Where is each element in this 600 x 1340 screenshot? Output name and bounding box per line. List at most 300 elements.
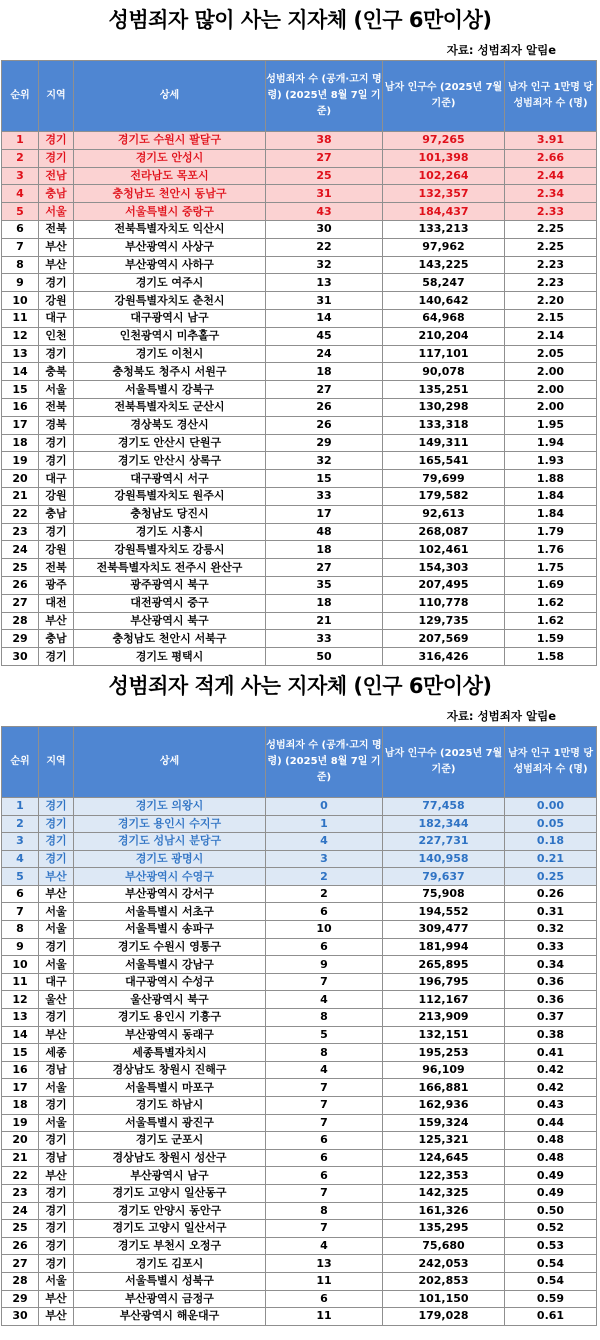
table-row [2, 973, 597, 991]
cell-male-pop: 77,458 [383, 797, 505, 815]
cell-rank: 29 [2, 630, 39, 648]
cell-rank: 20 [2, 470, 39, 488]
header-region: 지역 [39, 61, 74, 132]
cell-region: 경기 [39, 345, 74, 363]
cell-offenders: 32 [266, 256, 383, 274]
cell-per10k: 0.31 [505, 903, 597, 921]
top-table [1, 60, 597, 666]
table-row [2, 833, 597, 851]
cell-per10k: 1.79 [505, 523, 597, 541]
table-row [2, 292, 597, 310]
cell-rank: 8 [2, 256, 39, 274]
cell-offenders: 22 [266, 238, 383, 256]
cell-per10k: 1.62 [505, 612, 597, 630]
cell-offenders: 2 [266, 885, 383, 903]
table-row [2, 1237, 597, 1255]
header-detail: 상세 [74, 61, 266, 132]
cell-offenders: 4 [266, 991, 383, 1009]
cell-rank: 6 [2, 220, 39, 238]
cell-male-pop: 196,795 [383, 973, 505, 991]
header-region: 지역 [39, 726, 74, 797]
cell-per10k: 0.18 [505, 833, 597, 851]
cell-rank: 19 [2, 1114, 39, 1132]
cell-region: 서울 [39, 956, 74, 974]
cell-rank: 5 [2, 203, 39, 221]
cell-detail: 경기도 수원시 영통구 [74, 938, 266, 956]
cell-detail: 부산광역시 북구 [74, 612, 266, 630]
cell-male-pop: 133,318 [383, 416, 505, 434]
cell-region: 전남 [39, 167, 74, 185]
table-row [2, 1097, 597, 1115]
cell-region: 경기 [39, 523, 74, 541]
cell-rank: 16 [2, 398, 39, 416]
cell-per10k: 0.42 [505, 1061, 597, 1079]
table-row [2, 398, 597, 416]
cell-rank: 20 [2, 1132, 39, 1150]
cell-per10k: 2.25 [505, 238, 597, 256]
cell-per10k: 0.59 [505, 1290, 597, 1308]
cell-offenders: 38 [266, 132, 383, 150]
cell-male-pop: 125,321 [383, 1132, 505, 1150]
cell-offenders: 27 [266, 381, 383, 399]
cell-offenders: 2 [266, 868, 383, 886]
cell-rank: 12 [2, 991, 39, 1009]
table-row [2, 203, 597, 221]
cell-detail: 경기도 김포시 [74, 1255, 266, 1273]
cell-per10k: 0.33 [505, 938, 597, 956]
cell-offenders: 6 [266, 1149, 383, 1167]
table-row [2, 327, 597, 345]
cell-male-pop: 132,151 [383, 1026, 505, 1044]
cell-rank: 11 [2, 973, 39, 991]
table-row [2, 1149, 597, 1167]
cell-rank: 4 [2, 850, 39, 868]
cell-per10k: 2.20 [505, 292, 597, 310]
cell-male-pop: 227,731 [383, 833, 505, 851]
table-row [2, 274, 597, 292]
cell-male-pop: 96,109 [383, 1061, 505, 1079]
table-row [2, 541, 597, 559]
cell-region: 경기 [39, 274, 74, 292]
cell-male-pop: 122,353 [383, 1167, 505, 1185]
bottom-title: 성범죄자 적게 사는 지자체 (인구 6만이상) [108, 673, 492, 698]
cell-offenders: 7 [266, 973, 383, 991]
cell-rank: 12 [2, 327, 39, 345]
header-male-pop: 남자 인구수 (2025년 7월 기준) [383, 61, 505, 132]
cell-rank: 26 [2, 1237, 39, 1255]
cell-detail: 경기도 이천시 [74, 345, 266, 363]
cell-region: 대구 [39, 309, 74, 327]
cell-per10k: 2.05 [505, 345, 597, 363]
cell-detail: 경상남도 창원시 진해구 [74, 1061, 266, 1079]
table-row [2, 612, 597, 630]
header-per10k: 남자 인구 1만명 당 성범죄자 수 (명) [505, 726, 597, 797]
table-row [2, 1255, 597, 1273]
cell-rank: 19 [2, 452, 39, 470]
cell-per10k: 0.42 [505, 1079, 597, 1097]
cell-offenders: 8 [266, 1044, 383, 1062]
bottom-table [1, 726, 597, 1326]
cell-per10k: 0.54 [505, 1255, 597, 1273]
header-male-pop: 남자 인구수 (2025년 7월 기준) [383, 726, 505, 797]
cell-male-pop: 101,150 [383, 1290, 505, 1308]
cell-detail: 경기도 안성시 [74, 149, 266, 167]
table-row [2, 576, 597, 594]
cell-rank: 24 [2, 1202, 39, 1220]
cell-male-pop: 64,968 [383, 309, 505, 327]
cell-region: 경기 [39, 1184, 74, 1202]
cell-per10k: 2.14 [505, 327, 597, 345]
cell-detail: 서울특별시 중랑구 [74, 203, 266, 221]
cell-rank: 8 [2, 921, 39, 939]
cell-male-pop: 149,311 [383, 434, 505, 452]
cell-rank: 25 [2, 1220, 39, 1238]
cell-detail: 경상북도 경산시 [74, 416, 266, 434]
cell-offenders: 1 [266, 815, 383, 833]
cell-region: 경기 [39, 938, 74, 956]
cell-male-pop: 207,495 [383, 576, 505, 594]
cell-detail: 경상남도 창원시 성산구 [74, 1149, 266, 1167]
cell-rank: 26 [2, 576, 39, 594]
cell-male-pop: 268,087 [383, 523, 505, 541]
cell-region: 경기 [39, 1097, 74, 1115]
cell-offenders: 7 [266, 1079, 383, 1097]
header-rank: 순위 [2, 61, 39, 132]
cell-rank: 18 [2, 434, 39, 452]
cell-detail: 대구광역시 수성구 [74, 973, 266, 991]
cell-region: 강원 [39, 292, 74, 310]
bottom-source: 자료: 성범죄자 알림e [446, 708, 556, 723]
cell-male-pop: 133,213 [383, 220, 505, 238]
cell-per10k: 1.58 [505, 648, 597, 666]
cell-region: 충북 [39, 363, 74, 381]
table-row [2, 1114, 597, 1132]
table-row [2, 434, 597, 452]
cell-detail: 경기도 고양시 일산동구 [74, 1184, 266, 1202]
table-row [2, 256, 597, 274]
cell-per10k: 0.05 [505, 815, 597, 833]
top-source: 자료: 성범죄자 알림e [446, 43, 556, 57]
cell-detail: 경기도 안양시 동안구 [74, 1202, 266, 1220]
cell-per10k: 0.61 [505, 1308, 597, 1326]
cell-male-pop: 179,582 [383, 487, 505, 505]
cell-offenders: 24 [266, 345, 383, 363]
cell-region: 광주 [39, 576, 74, 594]
table-row [2, 470, 597, 488]
cell-male-pop: 79,637 [383, 868, 505, 886]
cell-per10k: 1.88 [505, 470, 597, 488]
cell-detail: 강원특별자치도 원주시 [74, 487, 266, 505]
cell-offenders: 18 [266, 541, 383, 559]
cell-rank: 22 [2, 505, 39, 523]
cell-rank: 30 [2, 648, 39, 666]
table-row [2, 903, 597, 921]
cell-offenders: 15 [266, 470, 383, 488]
cell-offenders: 9 [266, 956, 383, 974]
cell-detail: 경기도 용인시 수지구 [74, 815, 266, 833]
cell-region: 부산 [39, 612, 74, 630]
table-row [2, 797, 597, 815]
bottom-table-header [2, 726, 597, 797]
cell-detail: 경기도 부천시 오정구 [74, 1237, 266, 1255]
top-section [0, 0, 600, 666]
cell-rank: 7 [2, 238, 39, 256]
cell-per10k: 0.48 [505, 1149, 597, 1167]
top-title: 성범죄자 많이 사는 지자체 (인구 6만이상) [108, 8, 492, 32]
table-row [2, 523, 597, 541]
cell-detail: 서울특별시 강북구 [74, 381, 266, 399]
cell-rank: 22 [2, 1167, 39, 1185]
cell-detail: 울산광역시 북구 [74, 991, 266, 1009]
cell-detail: 충청남도 천안시 서북구 [74, 630, 266, 648]
cell-detail: 부산광역시 동래구 [74, 1026, 266, 1044]
cell-per10k: 0.25 [505, 868, 597, 886]
cell-region: 충남 [39, 505, 74, 523]
cell-per10k: 0.37 [505, 1009, 597, 1027]
table-row [2, 185, 597, 203]
table-row [2, 559, 597, 577]
header-rank: 순위 [2, 726, 39, 797]
cell-detail: 서울특별시 광진구 [74, 1114, 266, 1132]
cell-male-pop: 162,936 [383, 1097, 505, 1115]
cell-offenders: 48 [266, 523, 383, 541]
cell-detail: 경기도 의왕시 [74, 797, 266, 815]
table-row [2, 1272, 597, 1290]
cell-rank: 13 [2, 1009, 39, 1027]
cell-region: 경기 [39, 452, 74, 470]
cell-region: 경기 [39, 833, 74, 851]
cell-region: 강원 [39, 541, 74, 559]
cell-per10k: 1.84 [505, 487, 597, 505]
cell-male-pop: 97,962 [383, 238, 505, 256]
cell-offenders: 31 [266, 185, 383, 203]
cell-offenders: 13 [266, 274, 383, 292]
cell-region: 경남 [39, 1149, 74, 1167]
cell-per10k: 2.34 [505, 185, 597, 203]
cell-male-pop: 309,477 [383, 921, 505, 939]
cell-region: 서울 [39, 1272, 74, 1290]
cell-detail: 경기도 시흥시 [74, 523, 266, 541]
cell-rank: 18 [2, 1097, 39, 1115]
cell-region: 대전 [39, 594, 74, 612]
cell-region: 경기 [39, 1220, 74, 1238]
cell-per10k: 1.94 [505, 434, 597, 452]
cell-male-pop: 182,344 [383, 815, 505, 833]
cell-detail: 전북특별자치도 군산시 [74, 398, 266, 416]
cell-detail: 부산광역시 해운대구 [74, 1308, 266, 1326]
cell-per10k: 2.23 [505, 256, 597, 274]
table-row [2, 487, 597, 505]
cell-region: 강원 [39, 487, 74, 505]
cell-offenders: 6 [266, 1290, 383, 1308]
cell-per10k: 1.62 [505, 594, 597, 612]
cell-detail: 경기도 수원시 팔달구 [74, 132, 266, 150]
cell-region: 경기 [39, 815, 74, 833]
cell-male-pop: 132,357 [383, 185, 505, 203]
cell-detail: 대전광역시 중구 [74, 594, 266, 612]
cell-per10k: 0.36 [505, 991, 597, 1009]
cell-detail: 강원특별자치도 강릉시 [74, 541, 266, 559]
cell-offenders: 8 [266, 1009, 383, 1027]
table-row [2, 594, 597, 612]
cell-rank: 29 [2, 1290, 39, 1308]
header-offenders: 성범죄자 수 (공개·고지 명령) (2025년 8월 7일 기준) [266, 61, 383, 132]
cell-rank: 3 [2, 167, 39, 185]
cell-offenders: 6 [266, 938, 383, 956]
cell-rank: 24 [2, 541, 39, 559]
cell-per10k: 0.50 [505, 1202, 597, 1220]
cell-male-pop: 316,426 [383, 648, 505, 666]
cell-region: 경기 [39, 1255, 74, 1273]
table-row [2, 149, 597, 167]
cell-rank: 23 [2, 1184, 39, 1202]
cell-offenders: 33 [266, 630, 383, 648]
cell-male-pop: 117,101 [383, 345, 505, 363]
cell-male-pop: 210,204 [383, 327, 505, 345]
cell-male-pop: 166,881 [383, 1079, 505, 1097]
cell-per10k: 0.52 [505, 1220, 597, 1238]
cell-male-pop: 90,078 [383, 363, 505, 381]
cell-male-pop: 130,298 [383, 398, 505, 416]
cell-male-pop: 161,326 [383, 1202, 505, 1220]
cell-offenders: 29 [266, 434, 383, 452]
cell-detail: 전북특별자치도 익산시 [74, 220, 266, 238]
cell-offenders: 6 [266, 1132, 383, 1150]
cell-region: 충남 [39, 185, 74, 203]
cell-rank: 13 [2, 345, 39, 363]
cell-region: 경기 [39, 797, 74, 815]
table-row [2, 1202, 597, 1220]
cell-offenders: 27 [266, 559, 383, 577]
cell-offenders: 33 [266, 487, 383, 505]
cell-region: 서울 [39, 921, 74, 939]
table-row [2, 452, 597, 470]
cell-male-pop: 92,613 [383, 505, 505, 523]
cell-male-pop: 79,699 [383, 470, 505, 488]
header-offenders: 성범죄자 수 (공개·고지 명령) (2025년 8월 7일 기준) [266, 726, 383, 797]
cell-detail: 충청남도 천안시 동남구 [74, 185, 266, 203]
cell-per10k: 3.91 [505, 132, 597, 150]
cell-male-pop: 135,251 [383, 381, 505, 399]
cell-per10k: 1.59 [505, 630, 597, 648]
cell-rank: 28 [2, 1272, 39, 1290]
header-detail: 상세 [74, 726, 266, 797]
cell-male-pop: 202,853 [383, 1272, 505, 1290]
cell-per10k: 2.00 [505, 363, 597, 381]
cell-rank: 30 [2, 1308, 39, 1326]
cell-male-pop: 75,908 [383, 885, 505, 903]
table-row [2, 381, 597, 399]
cell-offenders: 26 [266, 416, 383, 434]
cell-rank: 27 [2, 594, 39, 612]
cell-region: 세종 [39, 1044, 74, 1062]
table-row [2, 1061, 597, 1079]
cell-offenders: 31 [266, 292, 383, 310]
cell-detail: 광주광역시 북구 [74, 576, 266, 594]
cell-rank: 27 [2, 1255, 39, 1273]
cell-male-pop: 58,247 [383, 274, 505, 292]
cell-male-pop: 110,778 [383, 594, 505, 612]
table-row [2, 850, 597, 868]
cell-offenders: 17 [266, 505, 383, 523]
cell-detail: 서울특별시 성북구 [74, 1272, 266, 1290]
cell-offenders: 30 [266, 220, 383, 238]
cell-detail: 경기도 하남시 [74, 1097, 266, 1115]
cell-offenders: 7 [266, 1097, 383, 1115]
cell-offenders: 45 [266, 327, 383, 345]
cell-detail: 부산광역시 남구 [74, 1167, 266, 1185]
cell-per10k: 0.26 [505, 885, 597, 903]
cell-rank: 10 [2, 956, 39, 974]
cell-offenders: 7 [266, 1220, 383, 1238]
cell-per10k: 2.23 [505, 274, 597, 292]
cell-region: 전북 [39, 559, 74, 577]
cell-per10k: 0.21 [505, 850, 597, 868]
cell-detail: 대구광역시 서구 [74, 470, 266, 488]
cell-rank: 6 [2, 885, 39, 903]
cell-rank: 21 [2, 1149, 39, 1167]
cell-male-pop: 97,265 [383, 132, 505, 150]
cell-rank: 7 [2, 903, 39, 921]
cell-region: 경기 [39, 132, 74, 150]
cell-offenders: 4 [266, 833, 383, 851]
cell-region: 경기 [39, 850, 74, 868]
cell-offenders: 4 [266, 1237, 383, 1255]
cell-detail: 대구광역시 남구 [74, 309, 266, 327]
cell-region: 부산 [39, 1167, 74, 1185]
table-row [2, 1026, 597, 1044]
table-row [2, 1132, 597, 1150]
cell-region: 부산 [39, 1290, 74, 1308]
table-row [2, 220, 597, 238]
cell-per10k: 2.00 [505, 381, 597, 399]
cell-detail: 경기도 여주시 [74, 274, 266, 292]
cell-offenders: 13 [266, 1255, 383, 1273]
table-row [2, 505, 597, 523]
table-row [2, 885, 597, 903]
cell-region: 서울 [39, 1079, 74, 1097]
cell-offenders: 27 [266, 149, 383, 167]
cell-detail: 서울특별시 송파구 [74, 921, 266, 939]
cell-rank: 5 [2, 868, 39, 886]
cell-detail: 서울특별시 강남구 [74, 956, 266, 974]
cell-male-pop: 165,541 [383, 452, 505, 470]
cell-detail: 인천광역시 미추홀구 [74, 327, 266, 345]
cell-male-pop: 265,895 [383, 956, 505, 974]
cell-male-pop: 140,958 [383, 850, 505, 868]
cell-per10k: 0.00 [505, 797, 597, 815]
cell-offenders: 43 [266, 203, 383, 221]
cell-offenders: 5 [266, 1026, 383, 1044]
cell-per10k: 2.66 [505, 149, 597, 167]
cell-region: 전북 [39, 220, 74, 238]
cell-per10k: 1.84 [505, 505, 597, 523]
cell-per10k: 0.48 [505, 1132, 597, 1150]
cell-per10k: 0.49 [505, 1167, 597, 1185]
cell-male-pop: 140,642 [383, 292, 505, 310]
cell-rank: 21 [2, 487, 39, 505]
cell-male-pop: 143,225 [383, 256, 505, 274]
table-row [2, 345, 597, 363]
cell-detail: 충청북도 청주시 서원구 [74, 363, 266, 381]
cell-offenders: 4 [266, 1061, 383, 1079]
cell-rank: 14 [2, 1026, 39, 1044]
table-row [2, 938, 597, 956]
cell-offenders: 11 [266, 1308, 383, 1326]
cell-region: 울산 [39, 991, 74, 1009]
cell-per10k: 2.44 [505, 167, 597, 185]
cell-offenders: 50 [266, 648, 383, 666]
